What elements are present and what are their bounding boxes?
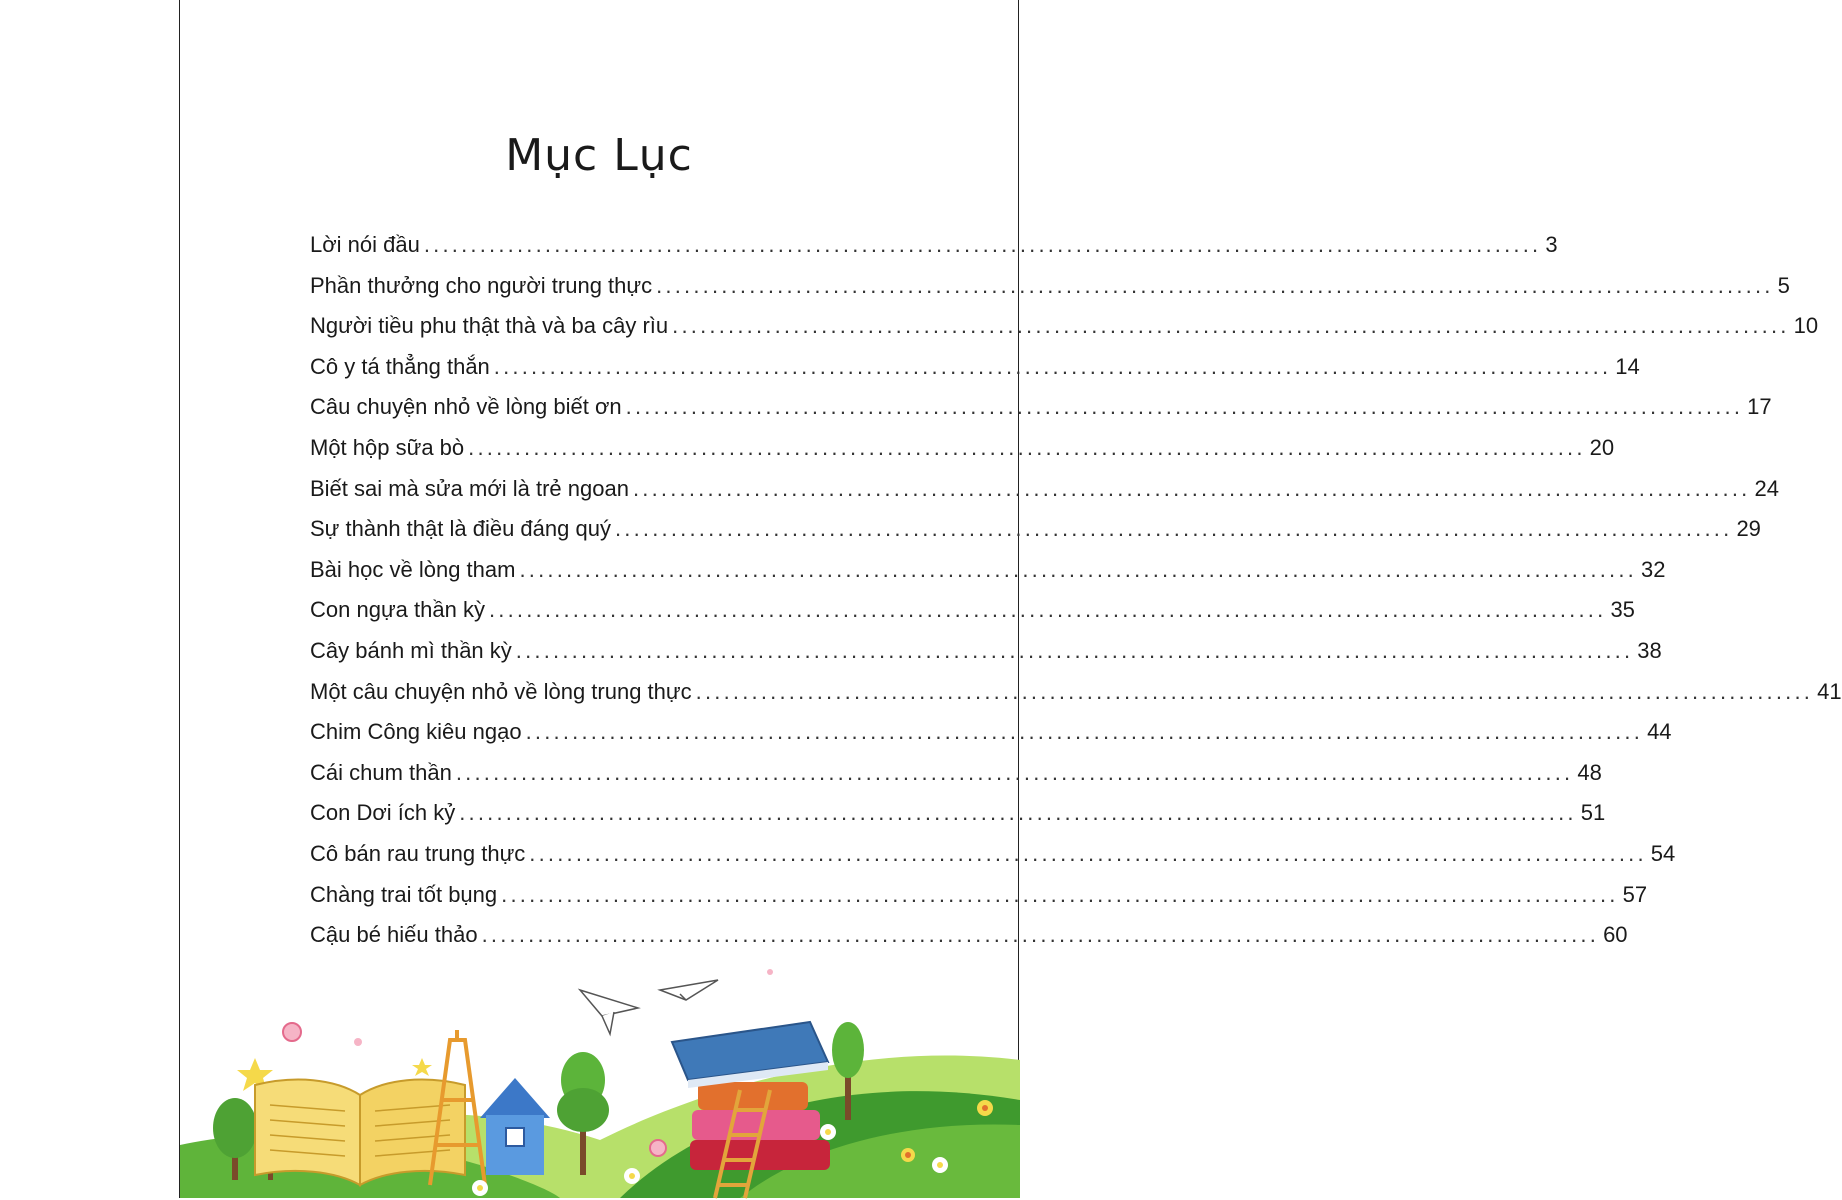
toc-entry-page: 14 [1615,353,1640,379]
flower-icon [472,1180,488,1196]
table-of-contents [310,232,1842,963]
toc-entry-title: Biết sai mà sửa mới là trẻ ngoan [310,475,629,501]
toc-entry-page: 44 [1647,719,1672,745]
toc-entry-title: Cô y tá thẳng thắn [310,353,490,379]
toc-entry-page: 51 [1580,800,1606,826]
toc-entry [310,800,1606,841]
pink-bubble [354,1038,362,1046]
toc-entry-title: Con ngựa thần kỳ [310,597,485,623]
toc-dot-leader: ........................................................................................................................ [459,800,1577,826]
toc-dot-leader: ........................................................................................................................ [481,922,1600,948]
flower-icon [932,1157,948,1173]
flower-icon [901,1148,915,1162]
toc-entry [310,881,1648,923]
paper-plane-icon [660,980,718,1000]
toc-dot-leader: ........................................................................................................................ [423,232,1542,257]
book-stack [672,1022,830,1170]
toc-entry [310,475,1779,517]
toc-dot-leader: ........................................................................................................................ [468,434,1586,460]
toc-dot-leader: ........................................................................................................................ [488,597,1607,623]
book-page [179,0,1842,1198]
toc-entry [310,272,1790,314]
toc-entry-page: 38 [1637,637,1662,663]
flower-icon [624,1168,640,1184]
toc-entry-page: 54 [1650,840,1676,866]
toc-entry [310,556,1666,598]
toc-entry [310,719,1672,760]
house [480,1078,550,1175]
toc-entry-title: Cái chum thần [310,759,452,785]
toc-entry [310,313,1819,354]
toc-entry-page: 5 [1777,272,1790,298]
toc-entry-title: Câu chuyện nhỏ về lòng biết ơn [310,394,622,420]
decorative-illustration [180,950,1020,1198]
page-title: Mục Lục [505,130,693,181]
toc-entry-page: 17 [1747,394,1772,420]
toc-entry-title: Chim Công kiêu ngạo [310,719,522,745]
toc-dot-leader: ........................................................................................................................ [515,637,1634,663]
toc-dot-leader: ........................................................................................................................ [695,678,1814,704]
toc-entry-page: 24 [1754,475,1779,501]
toc-entry [310,637,1662,679]
toc-entry-title: Cô bán rau trung thực [310,840,526,866]
toc-entry-title: Người tiều phu thật thà và ba cây rìu [310,313,669,339]
toc-dot-leader: ........................................................................................................................ [519,556,1637,582]
toc-entry-title: Một hộp sữa bò [310,434,465,460]
toc-entry-page: 57 [1622,881,1648,907]
toc-entry [310,840,1676,882]
toc-entry [310,516,1761,557]
toc-entry-page: 35 [1610,597,1635,623]
pink-bubble [283,1023,301,1041]
toc-entry [310,434,1615,476]
toc-dot-leader: ........................................................................................................................ [656,272,1774,298]
toc-entry-page: 32 [1640,556,1666,582]
flower-icon [820,1124,836,1140]
toc-dot-leader: ........................................................................................................................ [493,353,1612,379]
pink-bubble [650,1140,666,1156]
toc-dot-leader: ........................................................................................................................ [632,475,1751,501]
flower-icon [977,1100,993,1116]
toc-dot-leader: ........................................................................................................................ [672,313,1790,339]
toc-entry-title: Cậu bé hiếu thảo [310,922,478,948]
toc-entry-title: Cây bánh mì thần kỳ [310,637,512,663]
toc-dot-leader: ........................................................................................................................ [614,516,1733,542]
toc-dot-leader: ........................................................................................................................ [455,759,1574,785]
toc-entry [310,597,1635,638]
toc-entry-page: 29 [1736,516,1761,542]
toc-entry [310,759,1602,801]
toc-entry-page: 41 [1817,678,1842,704]
toc-entry-page: 10 [1793,313,1819,339]
toc-entry-title: Phần thưởng cho người trung thực [310,272,653,298]
toc-dot-leader: ........................................................................................................................ [529,840,1647,866]
toc-entry [310,394,1772,435]
toc-entry-title: Sự thành thật là điều đáng quý [310,516,611,542]
toc-entry [310,353,1640,395]
toc-entry-page: 48 [1577,759,1602,785]
toc-entry [310,232,1558,273]
toc-dot-leader: ........................................................................................................................ [625,394,1744,420]
star-icon [412,1058,432,1076]
toc-entry-title: Chàng trai tốt bụng [310,881,498,907]
toc-dot-leader: ........................................................................................................................ [501,881,1619,907]
pink-bubble [767,969,773,975]
toc-entry-title: Một câu chuyện nhỏ về lòng trung thực [310,678,692,704]
toc-entry-title: Con Dơi ích kỷ [310,800,456,826]
toc-entry-page: 20 [1589,434,1615,460]
toc-entry-title: Bài học về lòng tham [310,556,516,582]
toc-entry [310,678,1842,720]
paper-plane-icon [580,990,638,1034]
toc-dot-leader: ........................................................................................................................ [525,719,1644,745]
toc-entry-page: 60 [1603,922,1628,948]
toc-entry-page: 3 [1545,232,1558,257]
toc-entry-title: Lời nói đầu [310,232,420,257]
